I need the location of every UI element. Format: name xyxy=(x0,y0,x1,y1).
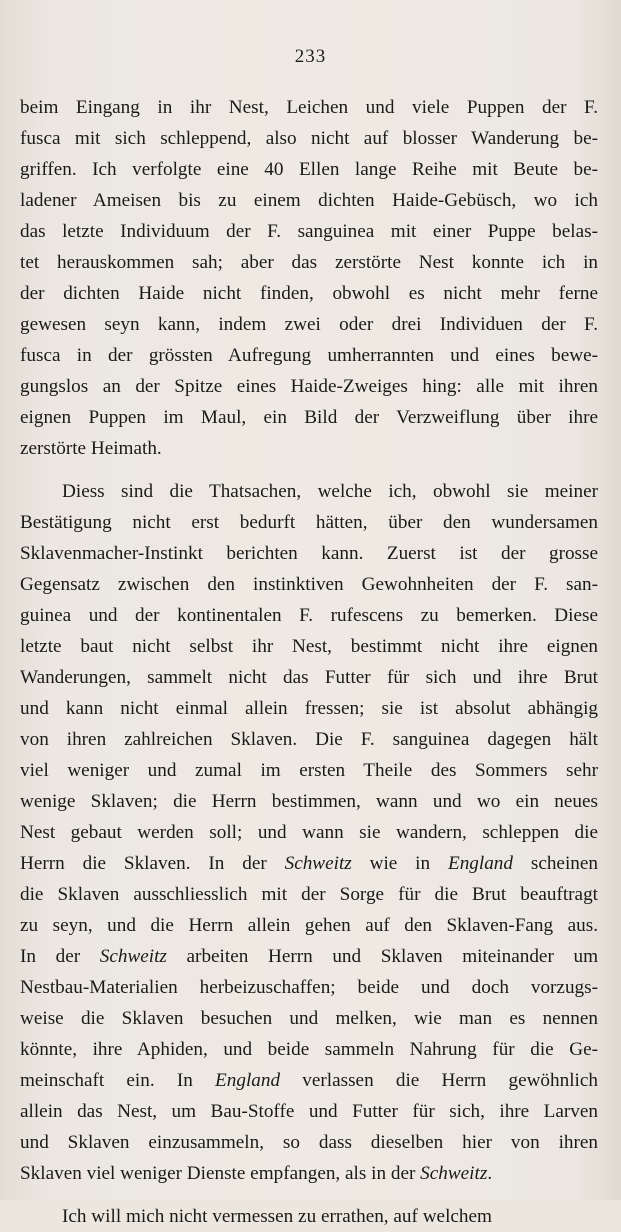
text-line: meinschaft ein. In England verlassen die Herrn gewöhnlich xyxy=(20,1070,598,1091)
text-line: tet herauskommen sah; aber das zerstörte Nest konnte ich in xyxy=(20,252,598,273)
text-line: viel weniger und zumal im ersten Theile des Sommers sehr xyxy=(20,760,598,781)
text-line: guinea und der kontinentalen F. rufescens zu bemerken. Diese xyxy=(20,605,598,626)
text-line: der dichten Haide nicht finden, obwohl es nicht mehr ferne xyxy=(20,283,598,304)
text-line: In der Schweitz arbeiten Herrn und Sklaven miteinander um xyxy=(20,946,598,967)
text-line: wenige Sklaven; die Herrn bestimmen, wann und wo ein neues xyxy=(20,791,598,812)
paragraph-gap xyxy=(20,464,598,476)
text-line: Sklaven viel weniger Dienste empfangen, als in der Schweitz. xyxy=(20,1163,493,1184)
text-line: fusca mit sich schleppend, also nicht auf blosser Wanderung be- xyxy=(20,128,598,149)
text-line: von ihren zahlreichen Sklaven. Die F. sanguinea dagegen hält xyxy=(20,729,598,750)
text-line: allein das Nest, um Bau-Stoffe und Futter für sich, ihre Larven xyxy=(20,1101,598,1122)
italic-place-name: England xyxy=(215,1070,281,1091)
italic-place-name: Schweitz xyxy=(284,853,352,874)
text-line: Sklavenmacher-Instinkt berichten kann. Zuerst ist der grosse xyxy=(20,543,598,564)
text-line: gungslos an der Spitze eines Haide-Zweiges hing: alle mit ihren xyxy=(20,376,598,397)
text-line: beim Eingang in ihr Nest, Leichen und viele Puppen der F. xyxy=(20,97,598,118)
text-line: Nestbau-Materialien herbeizuschaffen; beide und doch vorzugs- xyxy=(20,977,598,998)
italic-place-name: Schweitz xyxy=(420,1163,488,1184)
text-line: Bestätigung nicht erst bedurft hätten, über den wundersamen xyxy=(20,512,598,533)
text-line: fusca in der grössten Aufregung umherrannten und eines bewe- xyxy=(20,345,598,366)
text-line: und kann nicht einmal allein fressen; sie ist absolut abhängig xyxy=(20,698,598,719)
text-line: das letzte Individuum der F. sanguinea mit einer Puppe belas- xyxy=(20,221,598,242)
text-line: gewesen seyn kann, indem zwei oder drei Individuen der F. xyxy=(20,314,598,335)
text-line: ladener Ameisen bis zu einem dichten Haide-Gebüsch, wo ich xyxy=(20,190,598,211)
text-line: Gegensatz zwischen den instinktiven Gewohnheiten der F. san- xyxy=(20,574,598,595)
text-line: Nest gebaut werden soll; und wann sie wandern, schleppen die xyxy=(20,822,598,843)
text-line: Diess sind die Thatsachen, welche ich, obwohl sie meiner xyxy=(62,481,598,502)
text-line: Ich will mich nicht vermessen zu errathen, auf welchem xyxy=(62,1206,492,1227)
text-line: weise die Sklaven besuchen und melken, wie man es nennen xyxy=(20,1008,598,1029)
text-line: zerstörte Heimath. xyxy=(20,438,162,459)
text-line: die Sklaven ausschliesslich mit der Sorge für die Brut beauftragt xyxy=(20,884,598,905)
page-number: 233 xyxy=(294,46,327,67)
text-line: eignen Puppen im Maul, ein Bild der Verzweiflung über ihre xyxy=(20,407,598,428)
paragraph-gap xyxy=(20,1189,598,1201)
text-line: letzte baut nicht selbst ihr Nest, bestimmt nicht ihre eignen xyxy=(20,636,598,657)
text-line: könnte, ihre Aphiden, und beide sammeln Nahrung für die Ge- xyxy=(20,1039,598,1060)
text-line: zu seyn, und die Herrn allein gehen auf den Sklaven-Fang aus. xyxy=(20,915,598,936)
italic-place-name: Schweitz xyxy=(99,946,167,967)
text-line: Wanderungen, sammelt nicht das Futter für sich und ihre Brut xyxy=(20,667,598,688)
text-line: und Sklaven einzusammeln, so dass dieselben hier von ihren xyxy=(20,1132,598,1153)
body-text xyxy=(20,92,598,1232)
text-line: griffen. Ich verfolgte eine 40 Ellen lange Reihe mit Beute be- xyxy=(20,159,598,180)
text-line: Herrn die Sklaven. In der Schweitz wie in England scheinen xyxy=(20,853,598,874)
italic-place-name: England xyxy=(447,853,513,874)
